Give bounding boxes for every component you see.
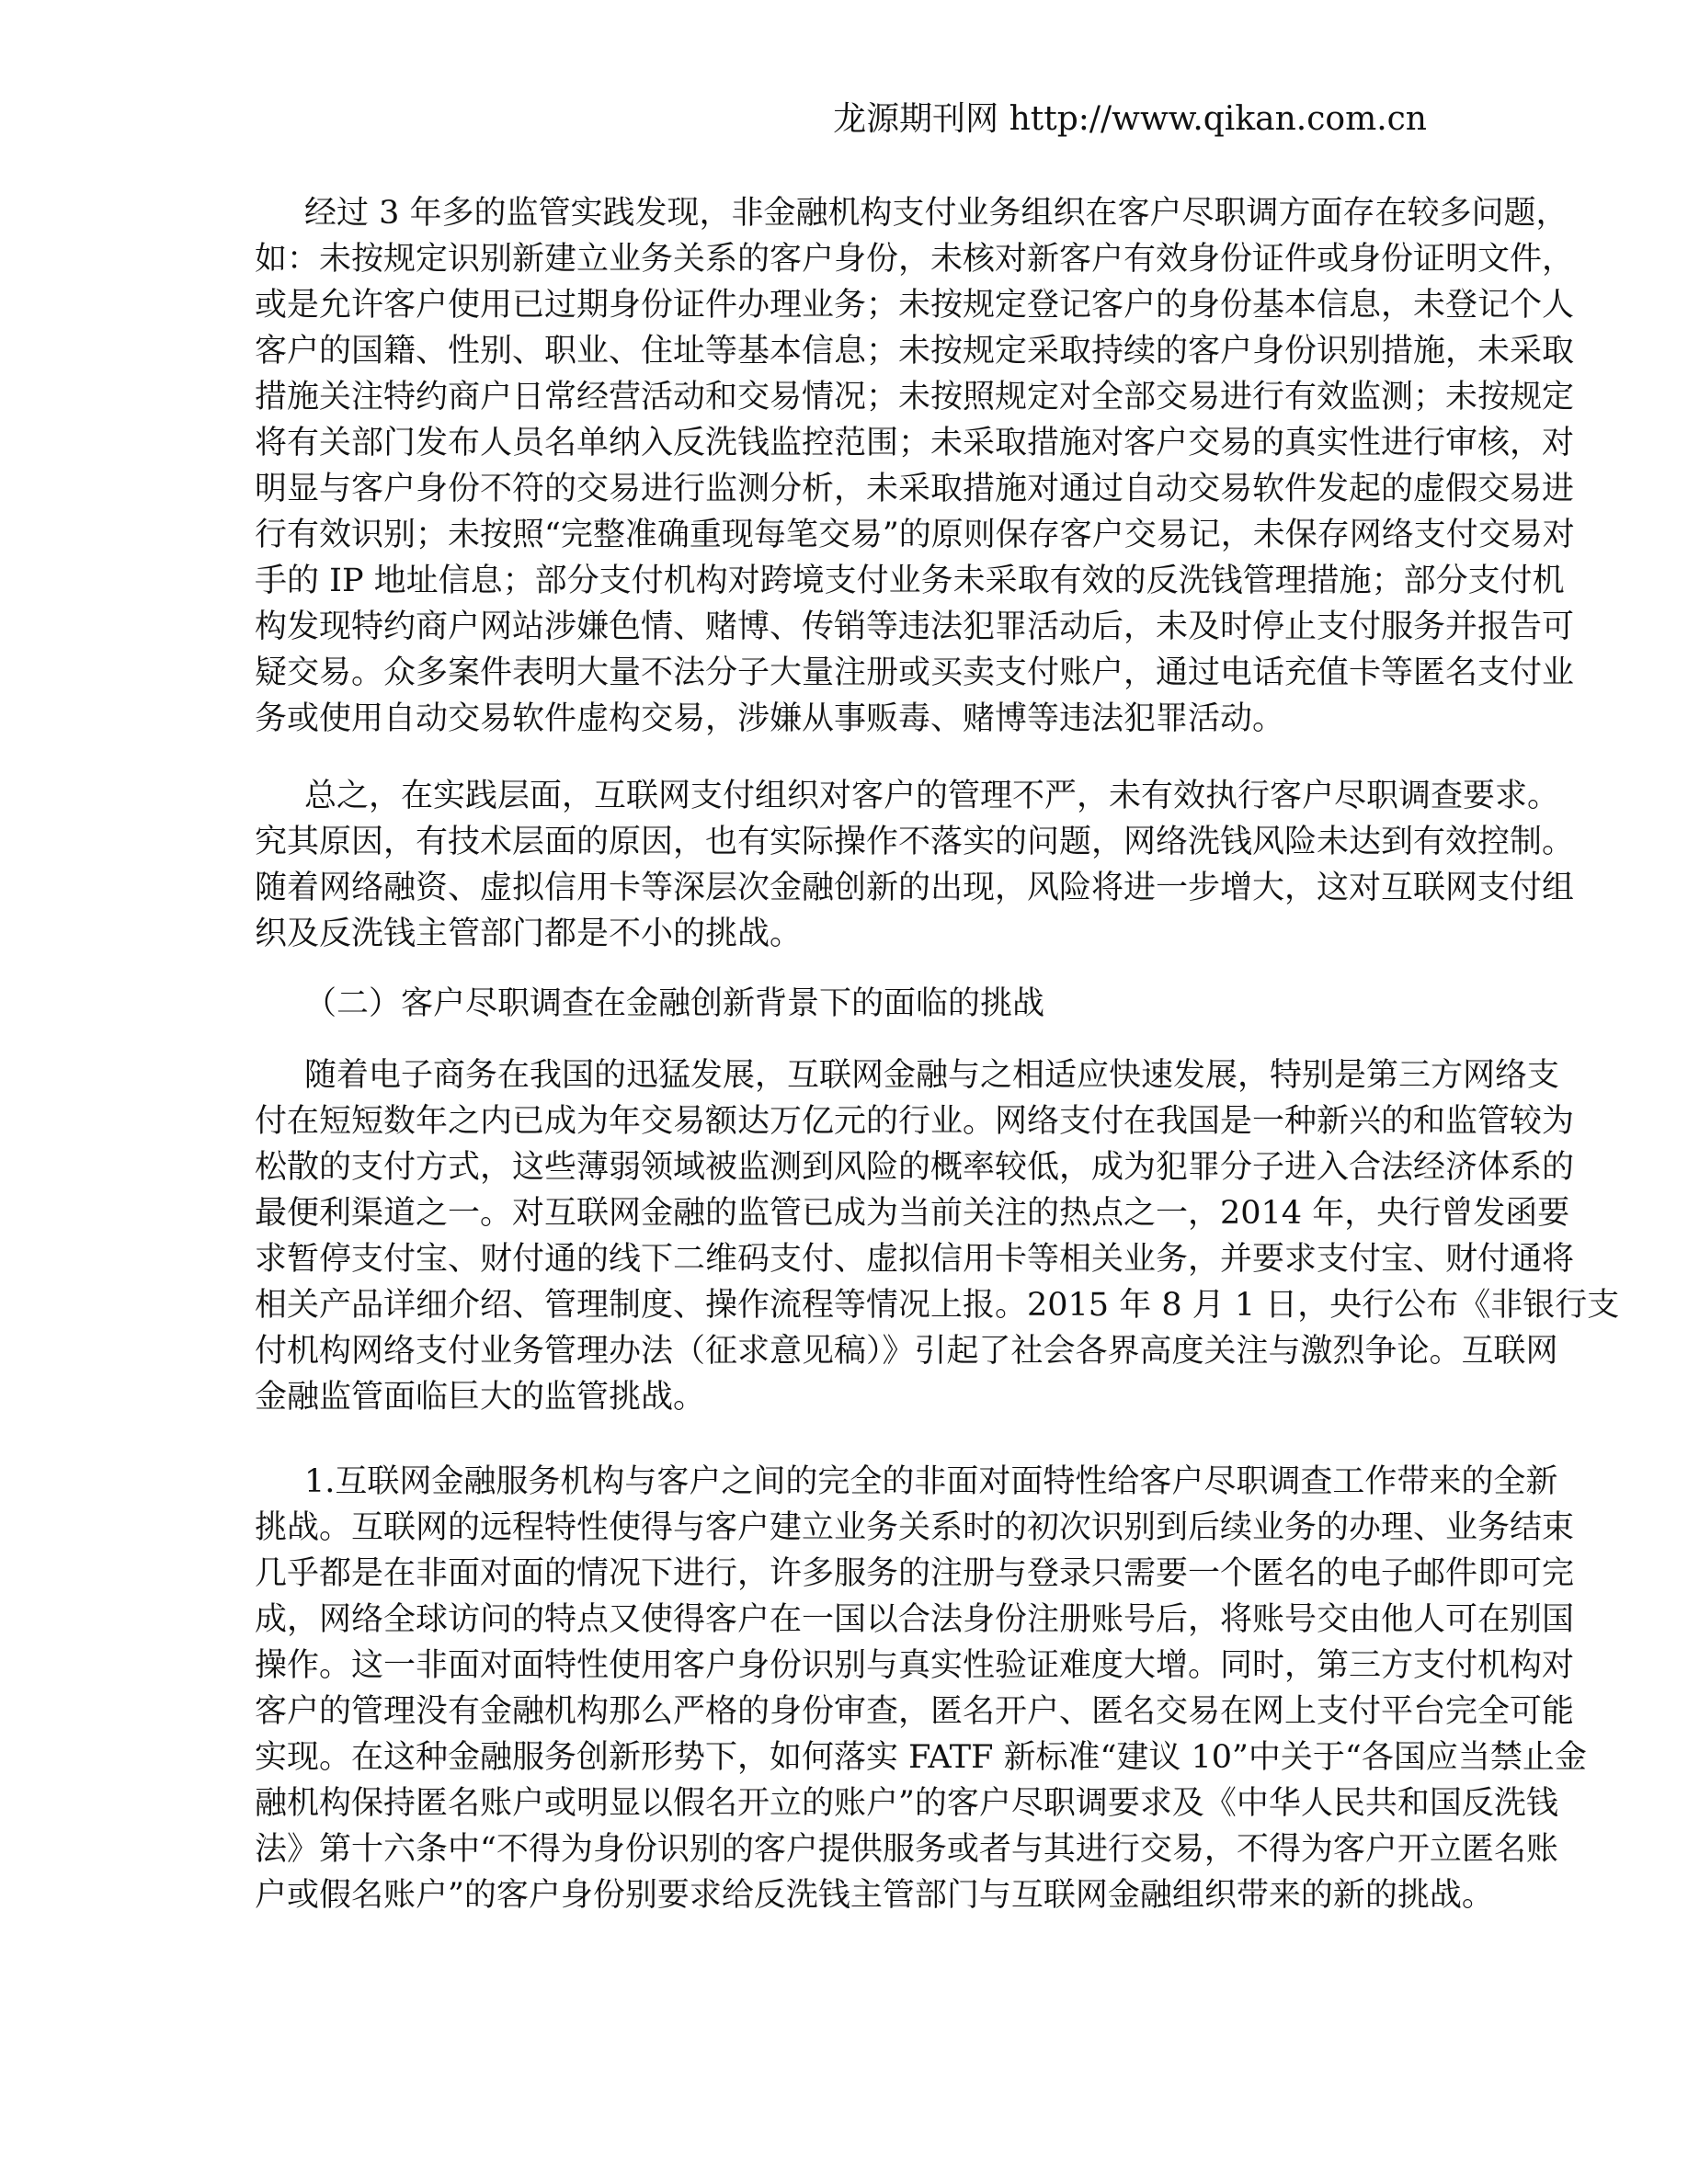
text-line: 1.互联网金融服务机构与客户之间的完全的非面对面特性给客户尽职调查工作带来的全新	[304, 1463, 1558, 1500]
text-line: 松散的支付方式，这些薄弱领域被监测到风险的概率较低，成为犯罪分子进入合法经济体系的	[255, 1149, 1575, 1186]
paragraph-summary	[255, 773, 1575, 957]
text-line: 成，网络全球访问的特点又使得客户在一国以合法身份注册账号后，将账号交由他人可在别国	[255, 1601, 1575, 1638]
text-line: 或是允许客户使用已过期身份证件办理业务；未按规定登记客户的身份基本信息，未登记个人	[255, 287, 1575, 324]
section-heading: （二）客户尽职调查在金融创新背景下的面临的挑战	[304, 985, 1045, 1022]
paragraph-non-face-to-face-challenge	[255, 1459, 1587, 1918]
text-line: 最便利渠道之一。对互联网金融的监管已成为当前关注的热点之一，2014 年，央行曾发函要	[255, 1195, 1570, 1232]
text-line: 究其原因，有技术层面的原因，也有实际操作不落实的问题，网络洗钱风险未达到有效控制。	[255, 824, 1575, 860]
text-line: 将有关部门发布人员名单纳入反洗钱监控范围；未采取措施对客户交易的真实性进行审核，对	[255, 425, 1575, 461]
paragraph-internet-finance-regulation	[255, 1052, 1620, 1420]
text-line: 实现。在这种金融服务创新形势下，如何落实 FATF 新标准“建议 10”中关于“各国应当禁止金	[255, 1739, 1587, 1776]
text-line: 行有效识别；未按照“完整准确重现每笔交易”的原则保存客户交易记，未保存网络支付交易对	[255, 517, 1575, 553]
text-line: 手的 IP 地址信息；部分支付机构对跨境支付业务未采取有效的反洗钱管理措施；部分支付机	[255, 563, 1565, 599]
text-line: 如：未按规定识别新建立业务关系的客户身份，未核对新客户有效身份证件或身份证明文件，	[255, 241, 1575, 278]
text-line: 户或假名账户”的客户身份别要求给反洗钱主管部门与互联网金融组织带来的新的挑战。	[255, 1877, 1494, 1914]
site-header: 龙源期刊网 http://www.qikan.com.cn	[833, 100, 1427, 138]
text-line: 经过 3 年多的监管实践发现，非金融机构支付业务组织在客户尽职调方面存在较多问题，	[304, 195, 1568, 232]
text-line: 挑战。互联网的远程特性使得与客户建立业务关系时的初次识别到后续业务的办理、业务结束	[255, 1509, 1575, 1546]
text-line: 法》第十六条中“不得为身份识别的客户提供服务或者与其进行交易，不得为客户开立匿名账	[255, 1831, 1558, 1868]
text-line: 总之，在实践层面，互联网支付组织对客户的管理不严，未有效执行客户尽职调查要求。	[304, 778, 1560, 814]
text-line: 构发现特约商户网站涉嫌色情、赌博、传销等违法犯罪活动后，未及时停止支付服务并报告可	[255, 609, 1575, 645]
text-line: 措施关注特约商户日常经营活动和交易情况；未按照规定对全部交易进行有效监测；未按规定	[255, 379, 1575, 415]
text-line: 几乎都是在非面对面的情况下进行，许多服务的注册与登录只需要一个匿名的电子邮件即可完	[255, 1555, 1575, 1592]
text-line: 疑交易。众多案件表明大量不法分子大量注册或买卖支付账户，通过电话充值卡等匿名支付业	[255, 654, 1575, 691]
text-line: 操作。这一非面对面特性使用客户身份识别与真实性验证难度大增。同时，第三方支付机构对	[255, 1647, 1575, 1684]
text-line: 付在短短数年之内已成为年交易额达万亿元的行业。网络支付在我国是一种新兴的和监管较为	[255, 1103, 1575, 1140]
text-line: 随着电子商务在我国的迅猛发展，互联网金融与之相适应快速发展，特别是第三方网络支	[304, 1057, 1560, 1094]
text-line: 明显与客户身份不符的交易进行监测分析，未采取措施对通过自动交易软件发起的虚假交易进	[255, 471, 1575, 507]
text-line: 织及反洗钱主管部门都是不小的挑战。	[255, 916, 803, 952]
text-line: 付机构网络支付业务管理办法（征求意见稿）》引起了社会各界高度关注与激烈争论。互联网	[255, 1333, 1558, 1370]
paragraph-due-diligence-problems	[255, 190, 1575, 742]
text-line: 求暂停支付宝、财付通的线下二维码支付、虚拟信用卡等相关业务，并要求支付宝、财付通将	[255, 1241, 1575, 1278]
text-line: 随着网络融资、虚拟信用卡等深层次金融创新的出现，风险将进一步增大，这对互联网支付组	[255, 870, 1575, 906]
text-line: 客户的管理没有金融机构那么严格的身份审查，匿名开户、匿名交易在网上支付平台完全可能	[255, 1693, 1575, 1730]
text-line: 金融监管面临巨大的监管挑战。	[255, 1379, 706, 1416]
text-line: 务或使用自动交易软件虚构交易，涉嫌从事贩毒、赌博等违法犯罪活动。	[255, 700, 1285, 737]
text-line: 相关产品详细介绍、管理制度、操作流程等情况上报。2015 年 8 月 1 日，央行公布《非银行支	[255, 1287, 1620, 1324]
text-line: 融机构保持匿名账户或明显以假名开立的账户”的客户尽职调要求及《中华人民共和国反洗钱	[255, 1785, 1558, 1822]
text-line: 客户的国籍、性别、职业、住址等基本信息；未按规定采取持续的客户身份识别措施，未采取	[255, 333, 1575, 370]
